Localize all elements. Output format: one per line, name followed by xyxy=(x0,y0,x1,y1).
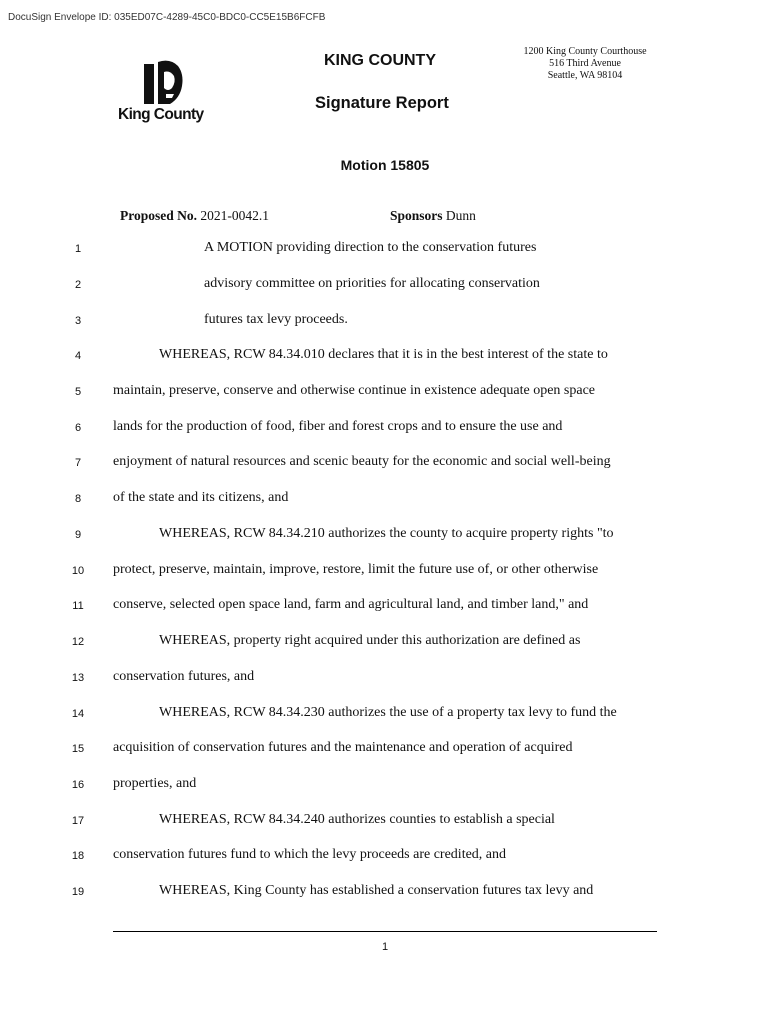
line-2 xyxy=(0,276,770,296)
line-text: of the state and its citizens, and xyxy=(113,490,289,505)
line-11 xyxy=(0,597,770,617)
line-4 xyxy=(0,347,770,367)
sponsors-value: Dunn xyxy=(445,208,476,223)
line-number: 9 xyxy=(74,529,82,541)
page-number: 1 xyxy=(381,941,389,953)
line-19 xyxy=(0,883,770,903)
line-number: 10 xyxy=(71,565,85,577)
motion-title xyxy=(0,157,770,173)
address-line-1: 1200 King County Courthouse xyxy=(523,46,647,57)
line-9 xyxy=(0,526,770,546)
line-text: conservation futures, and xyxy=(113,669,255,684)
line-text: WHEREAS, RCW 84.34.230 authorizes the use of a property tax levy to fund the xyxy=(159,705,617,720)
footer-divider xyxy=(113,931,657,932)
proposed-value: 2021-0042.1 xyxy=(200,208,270,223)
line-number: 13 xyxy=(71,672,85,684)
line-3 xyxy=(0,312,770,332)
line-10 xyxy=(0,562,770,582)
line-18 xyxy=(0,847,770,867)
line-text: WHEREAS, King County has established a conservation futures tax levy and xyxy=(159,883,594,898)
line-text: protect, preserve, maintain, improve, restore, limit the future use of, or other otherwise xyxy=(113,562,599,577)
line-text: advisory committee on priorities for allocating conservation xyxy=(204,276,540,291)
courthouse-address xyxy=(510,46,660,82)
line-text: maintain, preserve, conserve and otherwise continue in existence adequate open space xyxy=(113,383,596,398)
docusign-envelope-id: DocuSign Envelope ID: 035ED07C-4289-45C0-BDC0-CC5E15B6FCFB xyxy=(8,12,326,23)
sponsors xyxy=(390,208,476,224)
line-number: 19 xyxy=(71,886,85,898)
proposed-number xyxy=(120,208,269,224)
line-number: 16 xyxy=(71,779,85,791)
logo-wordmark: King County xyxy=(118,106,204,123)
line-number: 15 xyxy=(71,743,85,755)
county-title: KING COUNTY xyxy=(324,52,436,69)
line-16 xyxy=(0,776,770,796)
line-number: 2 xyxy=(74,279,82,291)
motion-title-text: Motion 15805 xyxy=(340,157,430,173)
address-line-3: Seattle, WA 98104 xyxy=(547,70,623,81)
line-text: futures tax levy proceeds. xyxy=(204,312,348,327)
line-number: 3 xyxy=(74,315,82,327)
line-text: WHEREAS, RCW 84.34.010 declares that it is in the best interest of the state to xyxy=(159,347,608,362)
line-number: 5 xyxy=(74,386,82,398)
line-number: 1 xyxy=(74,243,82,255)
line-number: 12 xyxy=(71,636,85,648)
line-8 xyxy=(0,490,770,510)
sponsors-label: Sponsors xyxy=(390,208,443,223)
king-county-logo xyxy=(118,58,218,130)
line-13 xyxy=(0,669,770,689)
line-number: 11 xyxy=(72,600,84,612)
line-text: WHEREAS, RCW 84.34.240 authorizes counties to establish a special xyxy=(159,812,555,827)
line-number: 14 xyxy=(71,708,85,720)
line-number: 8 xyxy=(74,493,82,505)
line-17 xyxy=(0,812,770,832)
line-5 xyxy=(0,383,770,403)
line-14 xyxy=(0,705,770,725)
line-text: lands for the production of food, fiber and forest crops and to ensure the use and xyxy=(113,419,563,434)
line-12 xyxy=(0,633,770,653)
mlk-portrait-icon xyxy=(140,58,186,106)
line-1 xyxy=(0,240,770,260)
line-number: 18 xyxy=(71,850,85,862)
line-7 xyxy=(0,454,770,474)
line-text: enjoyment of natural resources and scenic beauty for the economic and social well-being xyxy=(113,454,611,469)
line-number: 6 xyxy=(74,422,82,434)
line-text: conserve, selected open space land, farm and agricultural land, and timber land," and xyxy=(113,597,589,612)
line-number: 4 xyxy=(74,350,82,362)
line-number: 7 xyxy=(74,457,82,469)
proposed-label: Proposed No. xyxy=(120,208,198,223)
line-text: properties, and xyxy=(113,776,197,791)
line-text: A MOTION providing direction to the conservation futures xyxy=(204,240,537,255)
line-text: WHEREAS, RCW 84.34.210 authorizes the county to acquire property rights "to xyxy=(159,526,614,541)
line-text: WHEREAS, property right acquired under this authorization are defined as xyxy=(159,633,581,648)
line-6 xyxy=(0,419,770,439)
line-text: conservation futures fund to which the levy proceeds are credited, and xyxy=(113,847,507,862)
report-title: Signature Report xyxy=(315,94,449,112)
address-line-2: 516 Third Avenue xyxy=(549,58,621,69)
line-text: acquisition of conservation futures and the maintenance and operation of acquired xyxy=(113,740,573,755)
line-number: 17 xyxy=(71,815,85,827)
line-15 xyxy=(0,740,770,760)
